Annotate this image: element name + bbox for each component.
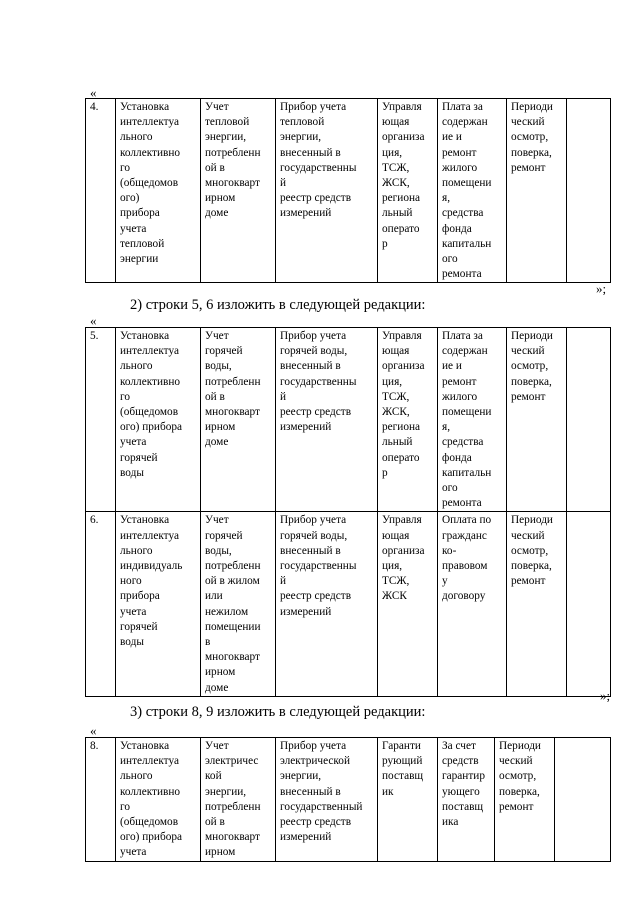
cell-extra [567,328,611,512]
cell-maintenance [507,328,567,512]
cell-line: ция, [382,560,403,573]
cell-line: Установка [120,740,170,752]
cell-line: Прибор учета [280,101,347,113]
cell-line: я, [442,192,451,205]
cell-line: льный [382,436,413,449]
cell-line: (общедомов [120,177,179,190]
cell-line: я, [442,421,451,434]
cell-num [86,738,116,862]
cell-line: поверка, [511,375,552,388]
cell-line: осмотр, [511,544,549,557]
cell-line: льный [382,207,413,220]
cell-line: й [280,390,287,403]
cell-line: кой [205,770,222,783]
cell-line: в [205,636,211,649]
cell-line: льного [120,131,153,144]
cell-line: ик [382,785,394,798]
cell-line: Прибор учета [280,330,347,342]
cell-line: Установка [120,101,170,113]
cell-line: прибора [120,590,160,603]
cell-num [86,328,116,512]
cell-line: Учет [205,330,229,342]
cell-line: Установка [120,330,170,342]
cell-line: ремонт [499,800,534,813]
cell-line: электричес [205,755,259,768]
cell-line: капитальн [442,237,492,250]
cell-line: Гаранти [382,740,421,752]
cell-line: коллективно [120,375,181,388]
cell-line: прибора [120,207,160,220]
cell-line: измерений [280,831,332,844]
cell-line: ческий [511,116,545,129]
cell-line: ЖСК, [382,406,410,419]
cell-line: операто [382,222,420,235]
cell-purpose [201,738,276,862]
cell-line: Периоди [511,330,553,342]
cell-line: организа [382,131,425,144]
cell-line: доме [205,207,229,220]
cell-line: или [205,590,223,603]
cell-line: горячей [205,529,243,542]
cell-line: ремонт [442,375,477,388]
cell-line: средства [442,207,484,220]
cell-line: государственный [280,800,363,813]
cell-line: содержан [442,345,488,358]
cell-line: Управля [382,514,422,527]
cell-line: 8. [90,740,99,752]
open-quote-3: « [90,723,97,738]
cell-line: ющая [382,116,410,129]
table-row [86,99,611,283]
cell-line: ирном [205,192,236,205]
cell-line: потребленн [205,560,261,573]
cell-line: энергии, [205,785,247,798]
open-quote-1: « [90,85,97,100]
cell-line: 4. [90,101,99,113]
cell-line: ного [120,575,142,588]
cell-line: ирном [205,421,236,434]
cell-purpose [201,328,276,512]
cell-line: ие и [442,131,462,144]
cell-line: р [382,466,388,479]
cell-line: энергии, [280,770,322,783]
cell-line: ие и [442,360,462,373]
cell-line: льного [120,770,153,783]
cell-line: внесенный в [280,146,341,159]
cell-line: учета [120,222,147,235]
cell-line: учета [120,436,147,449]
cell-line: 5. [90,330,99,342]
cell-line: доме [205,681,229,694]
cell-line: Прибор учета [280,740,347,752]
cell-payment [438,738,495,862]
cell-work [116,738,201,862]
table-row [86,328,611,512]
cell-line: ого [442,482,458,495]
cell-line: капитальн [442,466,492,479]
cell-line: средства [442,436,484,449]
cell-line: помещении [205,620,261,633]
cell-line: ремонт [511,390,546,403]
cell-line: Периоди [511,101,553,113]
cell-line: ко- [442,544,457,557]
cell-line: Учет [205,514,229,527]
cell-line: ция, [382,375,403,388]
cell-line: договору [442,590,486,603]
cell-line: правовом [442,560,488,573]
cell-line: (общедомов [120,816,179,829]
cell-line: интеллектуа [120,529,179,542]
cell-line: горячей воды, [280,529,348,542]
cell-line: Периоди [499,740,541,752]
close-quote-1: »; [596,281,607,296]
cell-line: помещени [442,406,492,419]
cell-line: тепловой [205,116,250,129]
cell-device [276,328,378,512]
cell-line: ой в [205,816,225,829]
cell-line: ика [442,816,459,829]
cell-line: Управля [382,330,422,342]
cell-line: ого) прибора [120,421,183,434]
cell-line: тепловой [120,237,165,250]
cell-device [276,99,378,283]
cell-responsible [378,512,438,696]
cell-line: ющая [382,529,410,542]
cell-device [276,738,378,862]
cell-line: Плата за [442,101,483,113]
cell-line: региона [382,421,421,434]
cell-line: ремонта [442,268,482,281]
cell-line: операто [382,451,420,464]
cell-maintenance [507,512,567,696]
cell-line: Плата за [442,330,483,342]
cell-line: воды [120,466,144,479]
cell-num [86,512,116,696]
cell-line: рующий [382,755,423,768]
cell-line: горячей [120,451,158,464]
cell-line: 6. [90,514,99,527]
cell-line: го [120,161,131,174]
cell-line: внесенный в [280,544,341,557]
cell-line: государственны [280,161,357,174]
cell-line: ция, [382,146,403,159]
cell-line: ой в [205,390,225,403]
cell-line: льного [120,360,153,373]
cell-line: го [120,390,131,403]
cell-line: жилого [442,390,478,403]
cell-line: ого) [120,192,140,205]
cell-line: ТСЖ, [382,390,410,403]
cell-line: ирном [205,846,236,859]
cell-line: потребленн [205,146,261,159]
cell-line: воды, [205,360,232,373]
cell-line: многокварт [205,651,260,664]
cell-line: внесенный в [280,785,341,798]
cell-payment [438,512,507,696]
cell-line: поставщ [382,770,424,783]
cell-line: горячей воды, [280,345,348,358]
cell-work [116,512,201,696]
cell-line: Установка [120,514,170,527]
cell-line: потребленн [205,800,261,813]
cell-line: Периоди [511,514,553,527]
cell-line: Оплата по [442,514,492,527]
cell-line: доме [205,436,229,449]
table-row [86,512,611,696]
cell-line: измерений [280,207,332,220]
cell-line: й [280,177,287,190]
cell-line: у [442,575,448,588]
cell-line: интеллектуа [120,116,179,129]
table-hot-water-meters [85,327,611,697]
cell-line: интеллектуа [120,755,179,768]
cell-line: ТСЖ, [382,575,410,588]
cell-line: й [280,575,287,588]
cell-line: учета [120,605,147,618]
close-quote-2: »; [600,688,611,703]
cell-line: Учет [205,101,229,113]
cell-line: ТСЖ, [382,161,410,174]
cell-line: осмотр, [511,360,549,373]
cell-line: р [382,237,388,250]
cell-line: ческий [511,529,545,542]
cell-line: реестр средств [280,192,352,205]
cell-payment [438,99,507,283]
cell-work [116,99,201,283]
cell-line: поверка, [511,560,552,573]
cell-line: ирном [205,666,236,679]
cell-line: интеллектуа [120,345,179,358]
cell-line: ремонт [442,146,477,159]
cell-line: ой в [205,161,225,174]
cell-line: поверка, [511,146,552,159]
cell-work [116,328,201,512]
cell-line: ремонта [442,497,482,510]
cell-line: ого [442,253,458,266]
cell-responsible [378,738,438,862]
cell-payment [438,328,507,512]
cell-line: ого) прибора [120,831,183,844]
cell-line: энергии, [280,131,322,144]
cell-maintenance [495,738,555,862]
cell-line: воды, [205,544,232,557]
cell-purpose [201,512,276,696]
cell-line: помещени [442,177,492,190]
cell-line: учета [120,846,147,859]
cell-line: За счет [442,740,476,752]
cell-line: реестр средств [280,590,352,603]
cell-line: потребленн [205,375,261,388]
cell-extra [555,738,611,862]
table-heat-meter [85,98,611,283]
cell-line: многокварт [205,177,260,190]
cell-line: Управля [382,101,422,113]
cell-line: ой в жилом [205,575,260,588]
cell-line: коллективно [120,146,181,159]
cell-line: средств [442,755,479,768]
cell-line: ующего [442,785,480,798]
cell-line: содержан [442,116,488,129]
table-electricity-meter [85,737,611,862]
cell-device [276,512,378,696]
cell-line: поставщ [442,800,484,813]
cell-line: ремонт [511,575,546,588]
cell-line: ЖСК, [382,177,410,190]
heading-rows-8-9: 3) строки 8, 9 изложить в следующей редакции: [130,704,426,720]
cell-line: многокварт [205,406,260,419]
open-quote-2: « [90,313,97,328]
cell-line: ческий [499,755,533,768]
cell-line: измерений [280,605,332,618]
cell-line: государственны [280,560,357,573]
cell-line: го [120,800,131,813]
cell-line: государственны [280,375,357,388]
cell-num [86,99,116,283]
cell-line: многокварт [205,831,260,844]
cell-line: реестр средств [280,816,352,829]
cell-line: ющая [382,345,410,358]
cell-line: льного [120,544,153,557]
cell-purpose [201,99,276,283]
cell-line: измерений [280,421,332,434]
cell-line: осмотр, [511,131,549,144]
heading-rows-5-6: 2) строки 5, 6 изложить в следующей редакции: [130,297,426,313]
cell-line: гарантир [442,770,485,783]
cell-line: региона [382,192,421,205]
cell-line: фонда [442,222,472,235]
cell-line: энергии [120,253,159,266]
cell-line: коллективно [120,785,181,798]
cell-line: горячей [120,620,158,633]
cell-maintenance [507,99,567,283]
cell-line: воды [120,636,144,649]
cell-line: реестр средств [280,406,352,419]
cell-line: ческий [511,345,545,358]
cell-line: индивидуаль [120,560,183,573]
cell-responsible [378,328,438,512]
cell-line: гражданс [442,529,487,542]
cell-line: энергии, [205,131,247,144]
cell-line: ремонт [511,161,546,174]
cell-line: внесенный в [280,360,341,373]
cell-line: жилого [442,161,478,174]
cell-line: нежилом [205,605,249,618]
cell-line: организа [382,544,425,557]
cell-line: Учет [205,740,229,752]
cell-line: тепловой [280,116,325,129]
cell-line: Прибор учета [280,514,347,527]
cell-extra [567,512,611,696]
cell-line: ЖСК [382,590,407,603]
cell-line: горячей [205,345,243,358]
table-row [86,738,611,862]
cell-line: поверка, [499,785,540,798]
cell-line: (общедомов [120,406,179,419]
cell-responsible [378,99,438,283]
cell-line: электрической [280,755,351,768]
cell-line: осмотр, [499,770,537,783]
cell-extra [567,99,611,283]
cell-line: организа [382,360,425,373]
cell-line: фонда [442,451,472,464]
